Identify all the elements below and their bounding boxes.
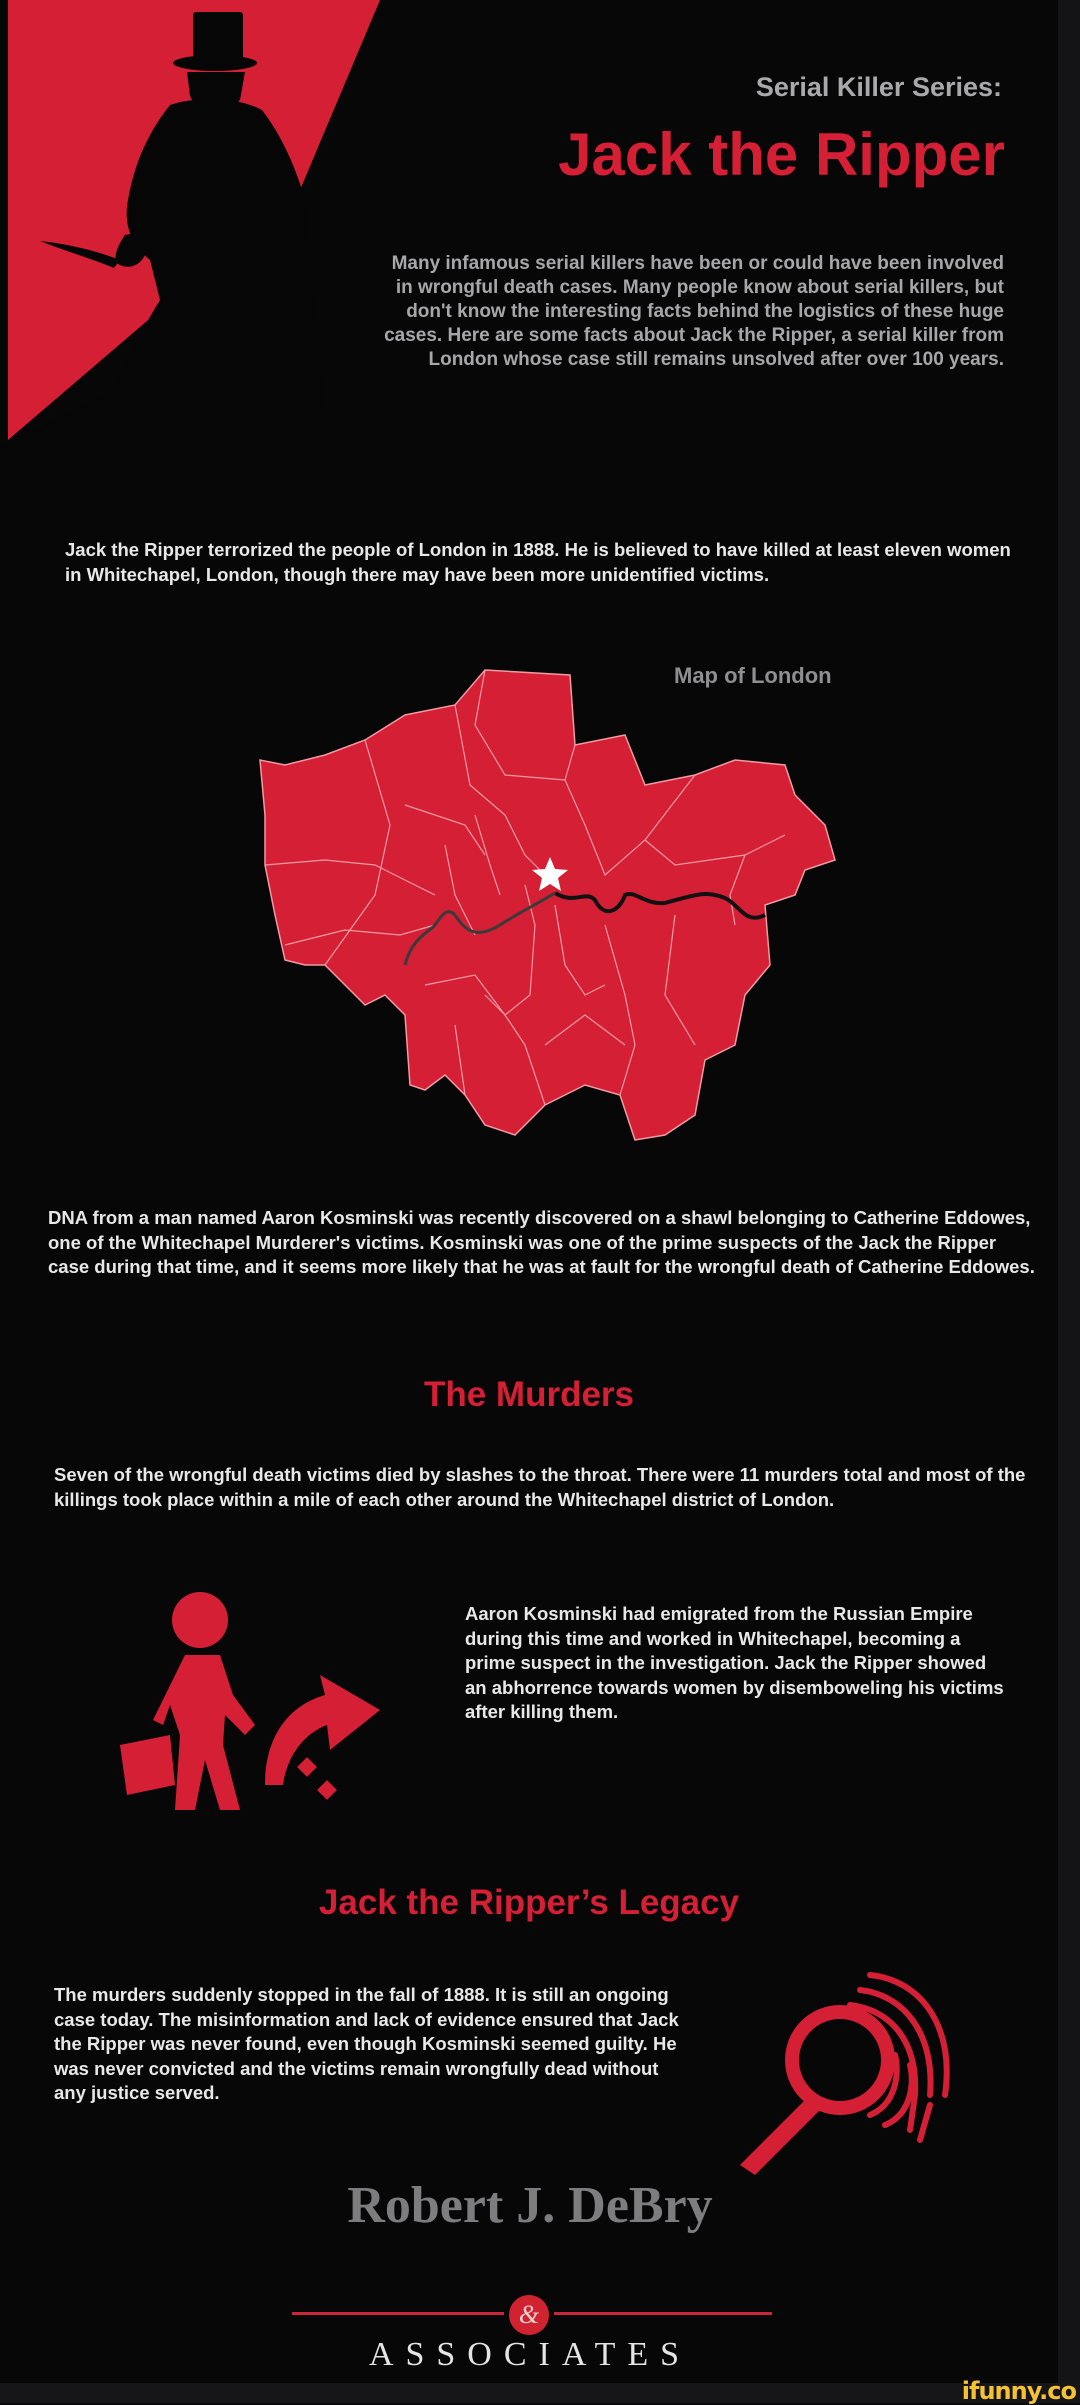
kosminski-paragraph: Aaron Kosminski had emigrated from the Russian Empire during this time and worked in Whitechapel, becoming a prime suspect in the investigation. Jack the Ripper showed an abhorrence towards women by disemboweling his victims after killing them. bbox=[465, 1603, 1004, 1722]
brand-name: Robert J. DeBry bbox=[347, 2177, 713, 2234]
murders-heading: The Murders bbox=[423, 1375, 635, 1414]
watermark-strip bbox=[0, 2383, 1080, 2403]
fingerprint-magnifier-icon bbox=[720, 1955, 980, 2175]
watermark: ifunny.co bbox=[961, 2377, 1076, 2405]
legacy-heading: Jack the Ripper’s Legacy bbox=[318, 1883, 740, 1922]
side-margin bbox=[1058, 0, 1080, 2383]
dna-paragraph: DNA from a man named Aaron Kosminski was recently discovered on a shawl belonging to Catherine Eddowes, one of the Whitechapel Murderer's victims. Kosminski was one of the prime suspects of the Jack the Ripper case during that time, and it seems more likely that he was at fault for the wrongful death of Catherine Eddowes. bbox=[48, 1207, 1035, 1277]
page-title: Jack the Ripper bbox=[558, 121, 1005, 188]
brand-subtitle: ASSOCIATES bbox=[368, 2336, 692, 2373]
murders-paragraph: Seven of the wrongful death victims died by slashes to the throat. There were 11 murders total and most of the killings took place within a mile of each other around the Whitechapel district of London. bbox=[54, 1464, 1026, 1510]
series-label: Serial Killer Series: bbox=[755, 72, 1002, 102]
legacy-paragraph: The murders suddenly stopped in the fall of 1888. It is still an ongoing case today. The misinformation and lack of evidence ensured that Jack the Ripper was never found, even though Kosminski seemed guilty. He was never convicted and the victims remain wrongfully dead without any justice served. bbox=[54, 1984, 679, 2103]
london-map bbox=[225, 665, 845, 1155]
emigrant-walking-icon bbox=[115, 1585, 395, 1815]
logo-divider-left bbox=[292, 2312, 504, 2315]
intro-text: Many infamous serial killers have been or could have been involved in wrongful death cases. Many people know about serial killers, but don't know the interesting facts behind the logistics of these huge cases. Here are some facts about Jack the Ripper, a serial killer from London whose case still remains unsolved after over 100 years. bbox=[384, 253, 1004, 370]
ampersand-badge: & bbox=[509, 2295, 549, 2335]
intro-paragraph: Jack the Ripper terrorized the people of London in 1888. He is believed to have killed at least eleven women in Whitechapel, London, though there may have been more unidentified victims. bbox=[65, 539, 1011, 585]
ripper-silhouette-icon bbox=[0, 0, 420, 460]
map-label: Map of London bbox=[674, 663, 832, 688]
logo-divider-right bbox=[554, 2312, 772, 2315]
